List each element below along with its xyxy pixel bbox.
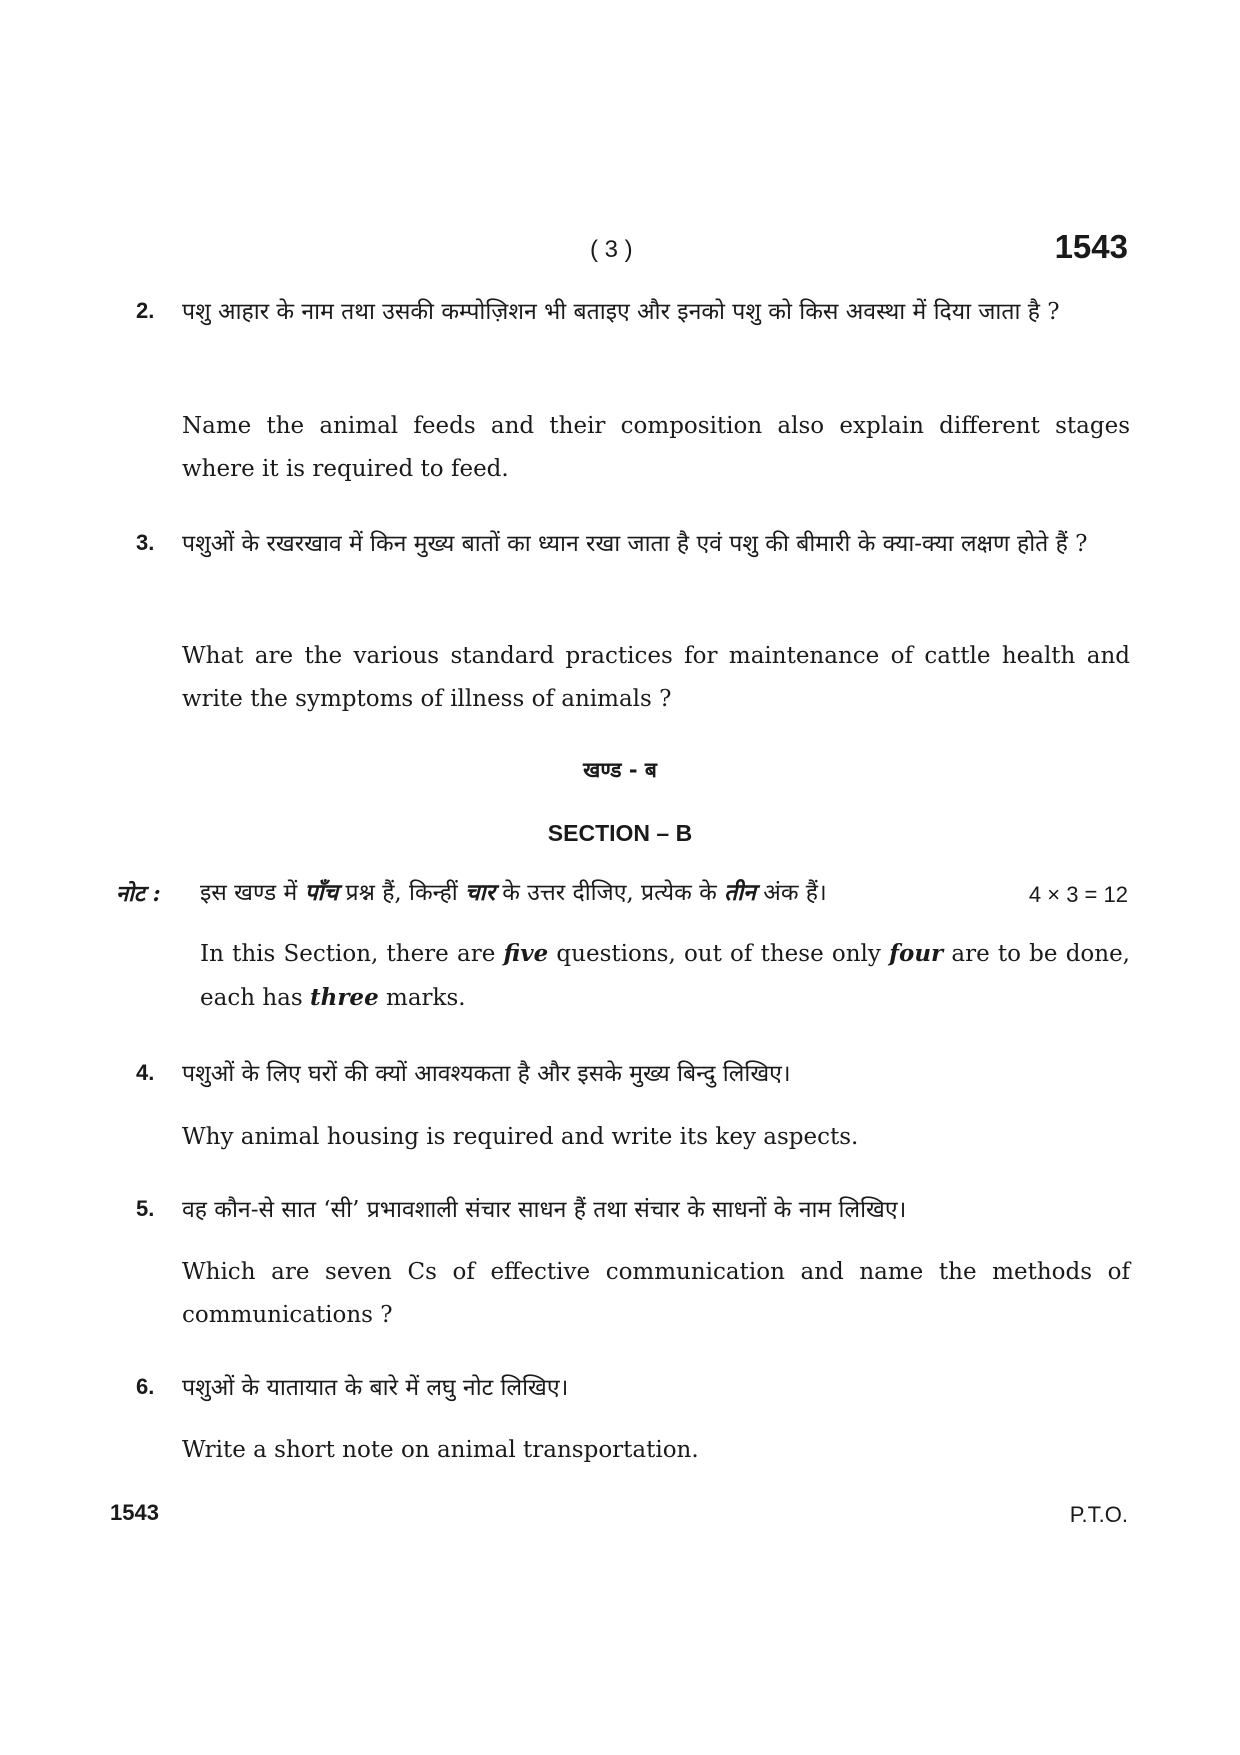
question-english: What are the various standard practices for maintenance of cattle health and write the symptoms of illness of animals ? [182, 643, 1130, 712]
question-hindi: पशु आहार के नाम तथा उसकी कम्पोज़िशन भी बताइए और इनको पशु को किस अवस्था में दिया जाता है ? [182, 299, 1060, 325]
paper-code: 1543 [1054, 228, 1128, 265]
question-english: Name the animal feeds and their composition also explain different stages where it is required to feed. [182, 413, 1130, 482]
page-number: ( 3 ) [590, 236, 633, 263]
marks-distribution: 4 × 3 = 12 [1028, 882, 1128, 907]
emphasis: तीन [724, 879, 756, 906]
emphasis: five [503, 940, 549, 967]
question-number: 3. [136, 530, 155, 555]
emphasis: four [889, 940, 944, 967]
pto-label: P.T.O. [1069, 1502, 1128, 1527]
question-english: Write a short note on animal transportation. [182, 1437, 699, 1463]
question-hindi: पशुओं के रखरखाव में किन मुख्य बातों का ध्यान रखा जाता है एवं पशु की बीमारी के क्या-क्या लक्षण होते हैं ? [182, 531, 1088, 557]
emphasis: पाँच [304, 879, 339, 906]
question-english: Why animal housing is required and write its key aspects. [182, 1124, 859, 1150]
question-hindi: वह कौन-से सात ‘सी’ प्रभावशाली संचार साधन हैं तथा संचार के साधनों के नाम लिखिए। [182, 1197, 907, 1223]
emphasis: चार [465, 879, 495, 906]
question-english: Which are seven Cs of effective communication and name the methods of communications ? [182, 1259, 1130, 1328]
question-number: 5. [136, 1196, 155, 1221]
question-hindi: पशुओं के यातायात के बारे में लघु नोट लिखिए। [182, 1375, 569, 1401]
section-title-hindi: खण्ड - ब [583, 758, 657, 782]
note-label: नोट : [116, 881, 161, 907]
emphasis: three [309, 984, 379, 1011]
note-english: In this Section, there are five questions, out of these only four are to be done, each has three marks. [200, 940, 1130, 1011]
question-number: 4. [136, 1060, 155, 1085]
footer-paper-code: 1543 [110, 1500, 159, 1525]
question-number: 2. [136, 298, 155, 323]
question-number: 6. [136, 1374, 155, 1399]
note-hindi: इस खण्ड में पाँच प्रश्न हैं, किन्हीं चार के उत्तर दीजिए, प्रत्येक के तीन अंक हैं। [200, 879, 827, 906]
section-title-english: SECTION – B [547, 820, 693, 846]
question-hindi: पशुओं के लिए घरों की क्यों आवश्यकता है और इसके मुख्य बिन्दु लिखिए। [182, 1061, 791, 1087]
